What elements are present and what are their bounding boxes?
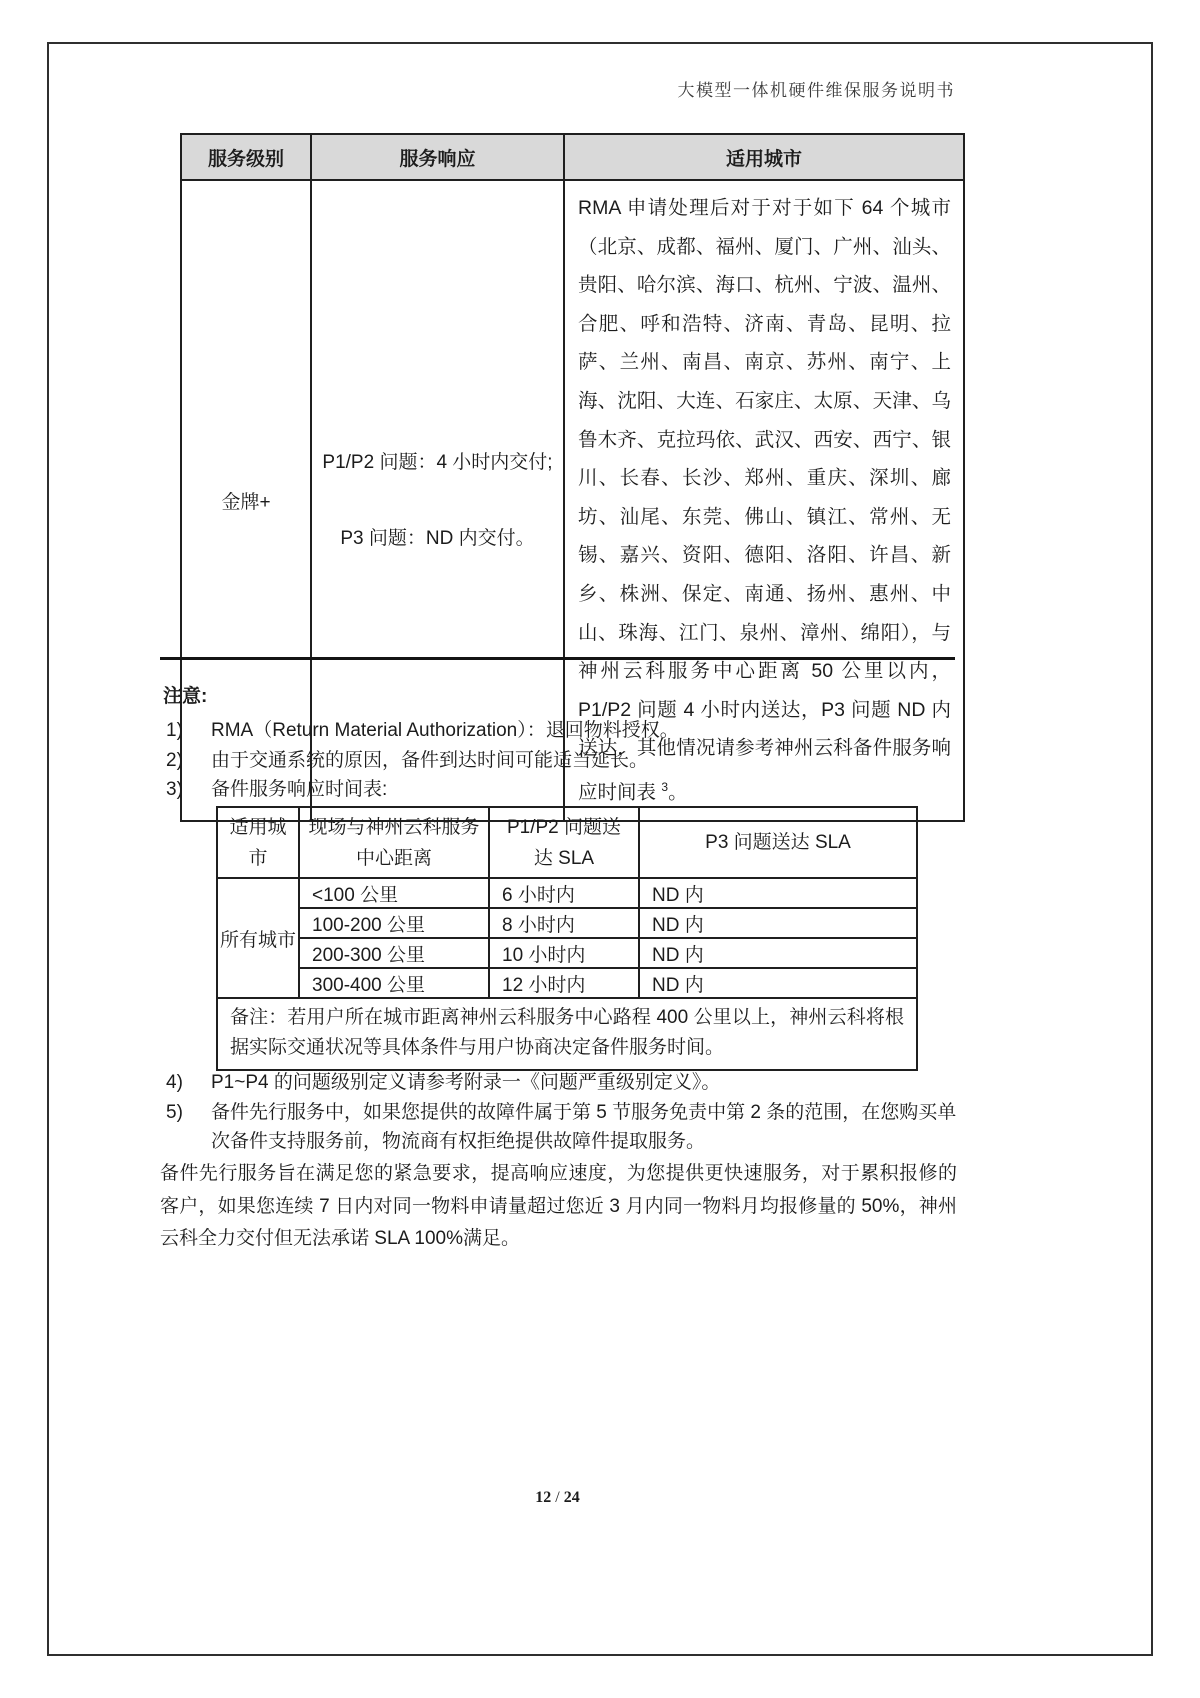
sla-header-city: 适用城市 — [217, 807, 299, 878]
document-title: 大模型一体机硬件维保服务说明书 — [677, 81, 955, 100]
header-service-response: 服务响应 — [311, 134, 564, 180]
service-level-cell: 金牌+ — [181, 180, 311, 821]
city-scope-cell: 所有城市 — [217, 878, 299, 998]
page-footer — [160, 1489, 955, 1507]
sla-remark: 备注：若用户所在城市距离神州云科服务中心路程 400 公里以上，神州云科将根据实际交通状况等具体条件与用户协商决定备件服务时间。 — [217, 998, 917, 1070]
cities-text: RMA 申请处理后对于对于如下 64 个城市（北京、成都、福州、厦门、广州、汕头、贵阳、哈尔滨、海口、杭州、宁波、温州、合肥、呼和浩特、济南、青岛、昆明、拉萨、兰州、南昌、南京、苏州、南宁、上海、沈阳、大连、石家庄、太原、天津、乌鲁木齐、克拉玛依、武汉、西安、西宁、银川、长春、长沙、郑州、重庆、深圳、廊坊、汕尾、东莞、佛山、镇江、常州、无锡、嘉兴、资阳、德阳、洛阳、许昌、新乡、株洲、保定、南通、扬州、惠州、中山、珠海、江门、泉州、漳州、绵阳），与神州云科服务中心距离 50 公里以内，P1/P2 问题 4 小时内送达，P3 问题 ND 内送达，其他情况请参考神州云科备件服务响应时间表 — [578, 197, 951, 804]
total-page-number: 24 — [563, 1489, 580, 1506]
footnote-ref-3: 3 — [661, 779, 669, 794]
note-text: 备件先行服务中，如果您提供的故障件属于第 5 节服务免责中第 2 条的范围，在您购买单次备件支持服务前，物流商有权拒绝提供故障件提取服务。 — [211, 1101, 957, 1153]
sla-row-2 — [217, 908, 917, 938]
page-separator: / — [555, 1489, 560, 1506]
p1p2-sla-cell: 6 小时内 — [489, 878, 639, 908]
p3-sla-cell: ND 内 — [639, 968, 917, 998]
note-number: 2) — [166, 749, 183, 771]
note-item-1 — [166, 716, 958, 746]
note-number: 1) — [166, 720, 183, 741]
response-p3: P3 问题：ND 内交付。 — [340, 527, 535, 549]
p1p2-sla-cell: 12 小时内 — [489, 968, 639, 998]
note-text: 由于交通系统的原因，备件到达时间可能适当延长。 — [211, 749, 649, 771]
notes-list-4-5 — [166, 1068, 958, 1157]
distance-cell: 300-400 公里 — [299, 968, 489, 998]
note-number: 4) — [166, 1072, 183, 1093]
notes-heading: 注意: — [163, 686, 208, 707]
note-number: 3) — [166, 779, 183, 801]
notes-list-1-3 — [166, 716, 958, 805]
sla-table-header-row — [217, 807, 917, 878]
note-item-2 — [166, 746, 958, 776]
response-p1p2: P1/P2 问题：4 小时内交付; — [322, 451, 553, 473]
header-applicable-cities: 适用城市 — [564, 134, 964, 180]
current-page-number: 12 — [535, 1489, 552, 1506]
cities-text-end: 。 — [668, 781, 688, 804]
note-item-5 — [166, 1098, 958, 1157]
sla-row-1 — [217, 878, 917, 908]
sla-row-3 — [217, 938, 917, 968]
spare-parts-sla-table — [216, 806, 918, 1071]
p3-sla-cell: ND 内 — [639, 908, 917, 938]
note-item-3 — [166, 775, 958, 805]
note-text: 备件服务响应时间表: — [211, 779, 388, 801]
service-table-header-row — [181, 134, 964, 180]
p1p2-sla-cell: 8 小时内 — [489, 908, 639, 938]
distance-cell: <100 公里 — [299, 878, 489, 908]
sla-header-distance: 现场与神州云科服务中心距离 — [299, 807, 489, 878]
distance-cell: 200-300 公里 — [299, 938, 489, 968]
distance-cell: 100-200 公里 — [299, 908, 489, 938]
sla-remark-row — [217, 998, 917, 1070]
p3-sla-cell: ND 内 — [639, 938, 917, 968]
closing-paragraph: 备件先行服务旨在满足您的紧急要求，提高响应速度，为您提供更快速服务，对于累积报修的客户，如果您连续 7 日内对同一物料申请量超过您近 3 月内同一物料月均报修量的 50%，神州云科全力交付但无法承诺 SLA 100%满足。 — [160, 1163, 957, 1249]
header-service-level: 服务级别 — [181, 134, 311, 180]
sla-row-4 — [217, 968, 917, 998]
note-number: 5) — [166, 1101, 183, 1123]
section-divider-rule — [160, 657, 955, 660]
note-item-4 — [166, 1068, 958, 1098]
note-text: P1~P4 的问题级别定义请参考附录一《问题严重级别定义》。 — [211, 1072, 721, 1093]
sla-header-p3: P3 问题送达 SLA — [639, 807, 917, 878]
sla-header-p1p2: P1/P2 问题送达 SLA — [489, 807, 639, 878]
p1p2-sla-cell: 10 小时内 — [489, 938, 639, 968]
note-text: RMA（Return Material Authorization）：退回物料授权。 — [211, 720, 679, 741]
p3-sla-cell: ND 内 — [639, 878, 917, 908]
